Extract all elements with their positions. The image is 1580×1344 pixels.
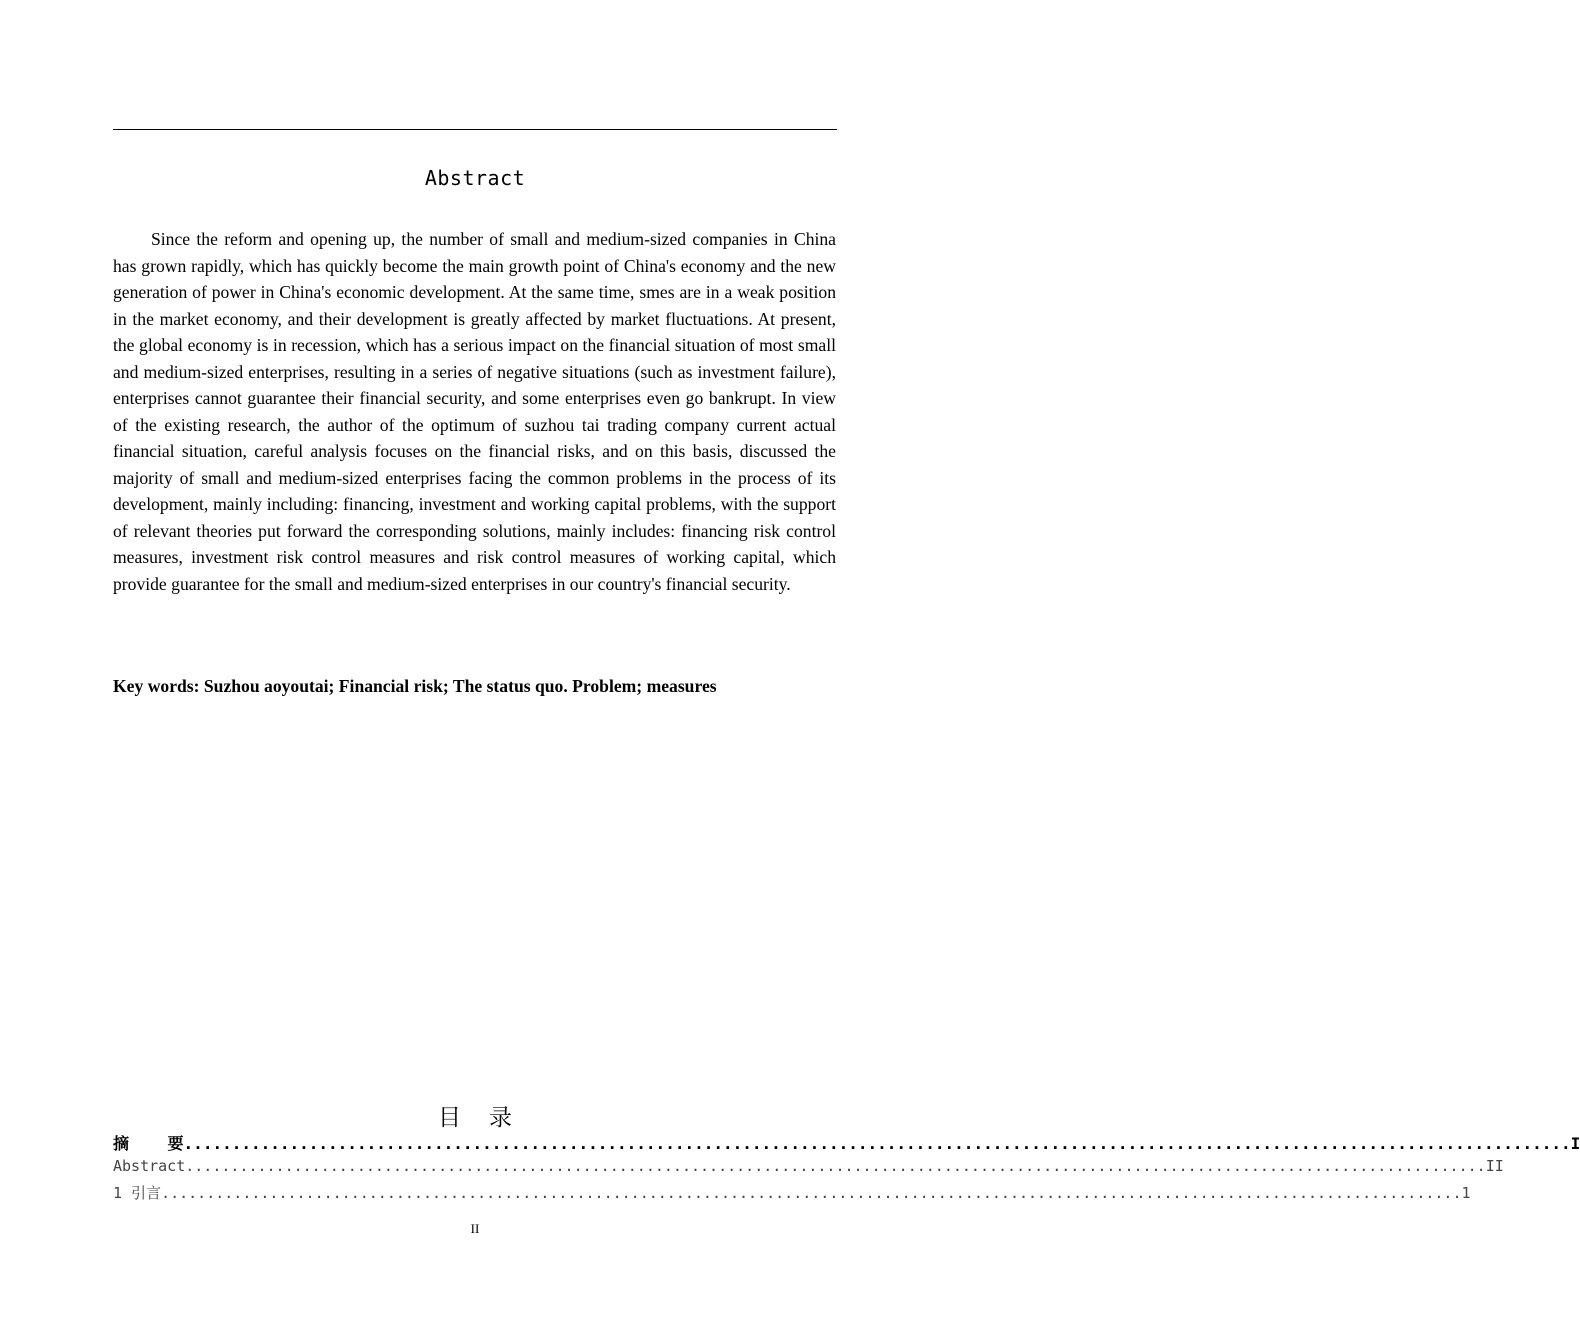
toc-entry-introduction[interactable] xyxy=(113,1182,1471,1204)
toc-entry-page: I xyxy=(1570,1134,1580,1153)
toc-entry-label: 1 引言 xyxy=(113,1184,162,1202)
toc-title-char-2: 录 xyxy=(489,1105,512,1131)
toc-entry-label: Abstract xyxy=(113,1157,186,1175)
toc-entry-abstract-cn[interactable] xyxy=(113,1131,1580,1153)
toc-leader-dots: ................................................................................................................................................ xyxy=(185,1157,1486,1175)
toc-entry-page: II xyxy=(1485,1157,1504,1175)
header-rule xyxy=(113,129,837,130)
toc-title xyxy=(113,1099,837,1132)
toc-entry-abstract-en[interactable] xyxy=(113,1157,1504,1179)
toc-leader-dots: ................................................................................................................................................ xyxy=(183,1134,1571,1153)
toc-leader-dots: ................................................................................................................................................ xyxy=(161,1184,1462,1202)
toc-entry-page: 1 xyxy=(1461,1184,1471,1202)
abstract-title: Abstract xyxy=(424,166,526,190)
toc-title-char-1: 目 xyxy=(438,1105,461,1131)
abstract-keywords: Key words: Suzhou aoyoutai; Financial risk; The status quo. Problem; measures xyxy=(113,676,717,696)
toc-entry-label: 摘 要 xyxy=(113,1134,184,1153)
page-number: II xyxy=(470,1221,480,1236)
abstract-body: Since the reform and opening up, the number of small and medium-sized companies in China has grown rapidly, which has quickly become the main growth point of China's economy and the new generation of power in China's economic development. At the same time, smes are in a weak position in the market economy, and their development is greatly affected by market fluctuations. At present, the global economy is in recession, which has a serious impact on the financial situation of most small and medium-sized enterprises, resulting in a series of negative situations (such as investment failure), enterprises cannot guarantee their financial security, and some enterprises even go bankrupt. In view of the existing research, the author of the optimum of suzhou tai trading company current actual financial situation, careful analysis focuses on the financial risks, and on this basis, discussed the majority of small and medium-sized enterprises facing the common problems in the process of its development, mainly including: financing, investment and working capital problems, with the support of relevant theories put forward the corresponding solutions, mainly includes: financing risk control measures, investment risk control measures and risk control measures of working capital, which provide guarantee for the small and medium-sized enterprises in our country's financial security. xyxy=(113,229,836,594)
